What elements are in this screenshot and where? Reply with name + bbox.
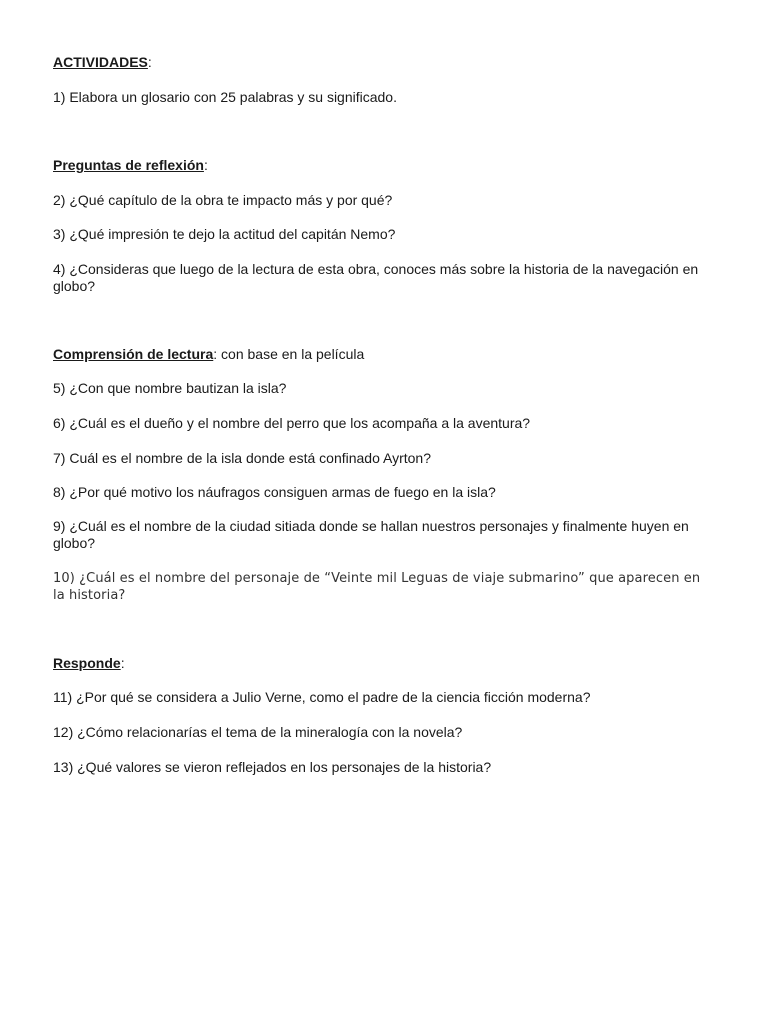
question-8: 8) ¿Por qué motivo los náufragos consiguen armas de fuego en la isla? — [53, 484, 496, 500]
section-heading-responde — [53, 655, 713, 672]
question-10: 10) ¿Cuál es el nombre del personaje de “Veinte mil Leguas de viaje submarino” que aparecen en la historia? — [53, 571, 701, 603]
question-5: 5) ¿Con que nombre bautizan la isla? — [53, 380, 287, 396]
heading-comprension: Comprensión de lectura — [53, 346, 214, 362]
question-6: 6) ¿Cuál es el dueño y el nombre del perro que los acompaña a la aventura? — [53, 415, 531, 431]
question-4: 4) ¿Consideras que luego de la lectura de esta obra, conoces más sobre la historia de la navegación en globo? — [53, 261, 699, 294]
question-12: 12) ¿Cómo relacionarías el tema de la mineralogía con la novela? — [53, 724, 463, 740]
question-7: 7) Cuál es el nombre de la isla donde está confinado Ayrton? — [53, 450, 431, 466]
question-11: 11) ¿Por qué se considera a Julio Verne, como el padre de la ciencia ficción moderna? — [53, 689, 591, 705]
question-9: 9) ¿Cuál es el nombre de la ciudad sitiada donde se hallan nuestros personajes y finalmente huyen en globo? — [53, 518, 689, 551]
question-2: 2) ¿Qué capítulo de la obra te impacto más y por qué? — [53, 192, 393, 208]
heading-reflexion: Preguntas de reflexión — [53, 157, 204, 173]
heading-actividades-suffix: : — [147, 54, 152, 70]
question-1: 1) Elabora un glosario con 25 palabras y su significado. — [53, 89, 397, 105]
heading-responde: Responde — [53, 655, 121, 671]
heading-responde-suffix: : — [120, 655, 125, 671]
section-heading-comprension — [53, 346, 713, 363]
heading-actividades: ACTIVIDADES — [53, 54, 148, 70]
section-heading-reflexion — [53, 157, 713, 174]
question-13: 13) ¿Qué valores se vieron reflejados en los personajes de la historia? — [53, 759, 492, 775]
heading-comprension-suffix: : con base en la película — [213, 346, 365, 362]
section-heading-actividades — [53, 54, 713, 71]
question-3: 3) ¿Qué impresión te dejo la actitud del capitán Nemo? — [53, 226, 396, 242]
heading-reflexion-suffix: : — [203, 157, 208, 173]
